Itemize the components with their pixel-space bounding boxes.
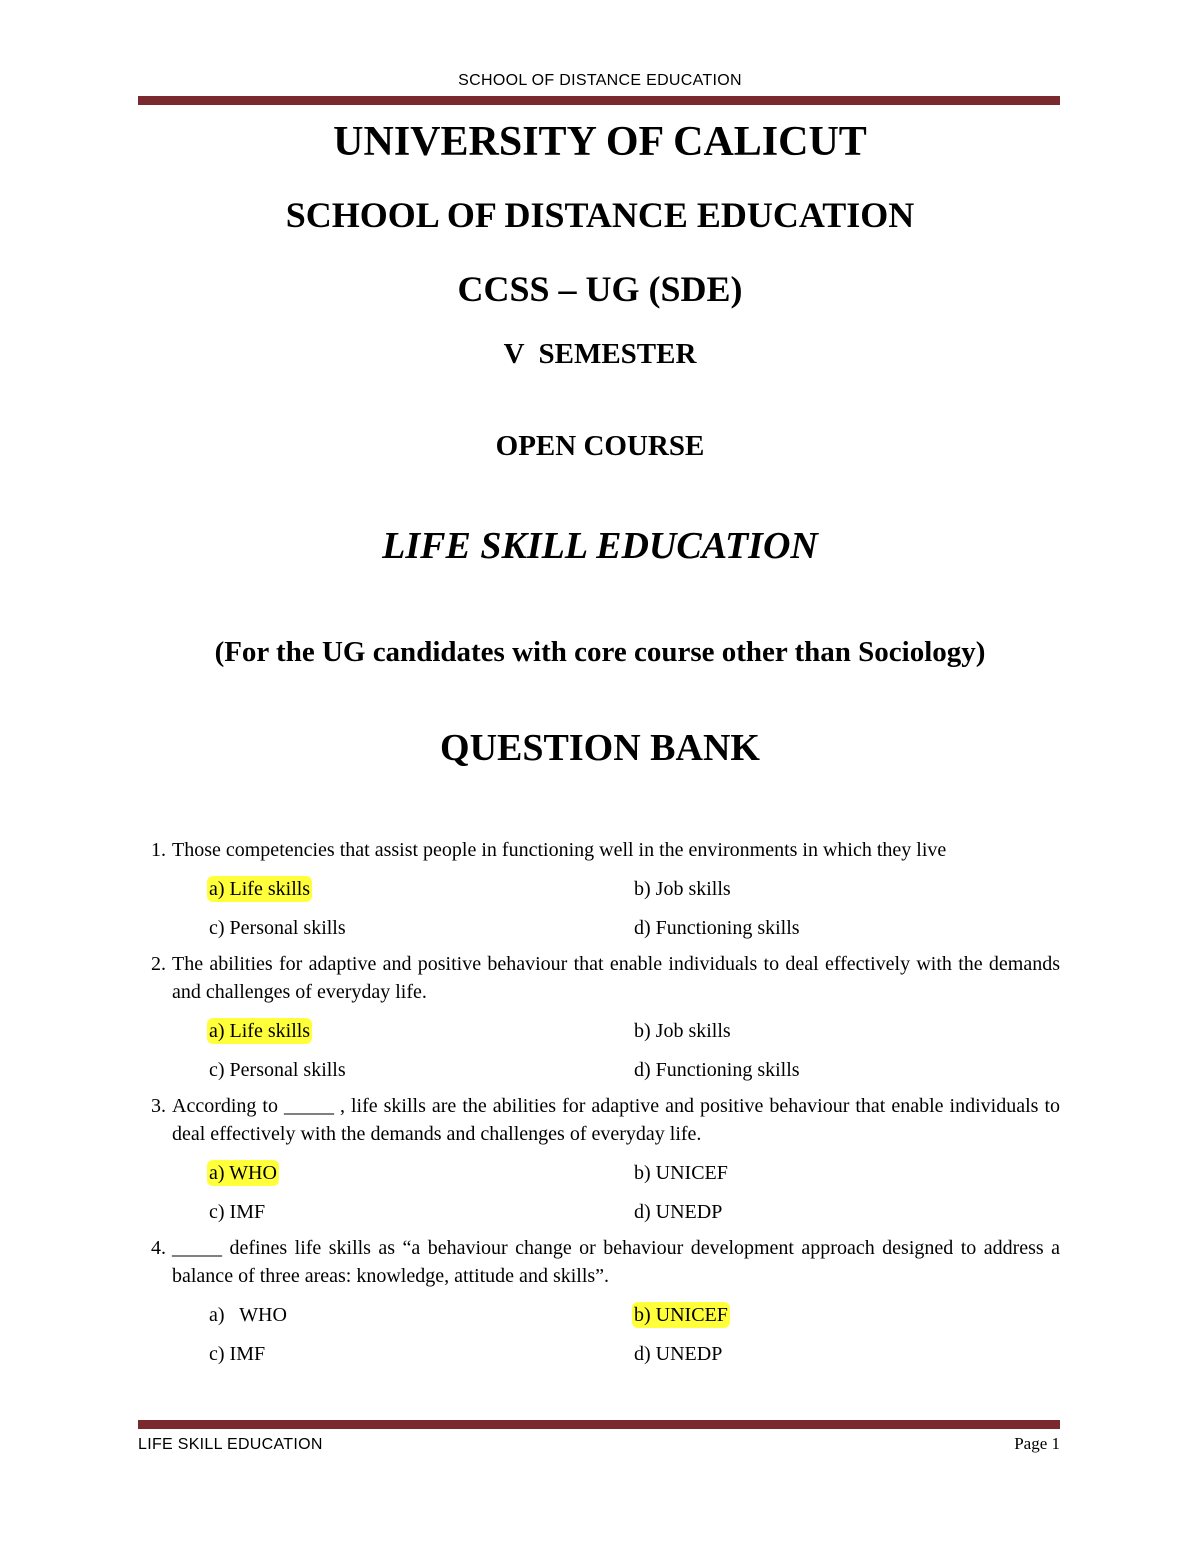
option-c: c) IMF: [209, 1343, 266, 1365]
option-a: [207, 1012, 632, 1051]
header-rule: [138, 96, 1060, 105]
running-footer: [138, 1434, 1060, 1454]
option-b: [632, 1296, 1032, 1335]
candidates-note: (For the UG candidates with core course other than Sociology): [214, 636, 986, 668]
question-list: [138, 836, 1060, 1374]
question-text: The abilities for adaptive and positive behaviour that enable individuals to deal effectively with the demands and challenges of everyday life.: [172, 953, 1060, 1003]
program-title: CCSS – UG (SDE): [457, 269, 743, 309]
question-item: [138, 950, 1060, 1090]
answer-highlight: a) Life skills: [209, 1020, 311, 1042]
option-d: d) Functioning skills: [634, 917, 800, 939]
option-a: a) WHO: [209, 1304, 287, 1326]
option-c: c) Personal skills: [209, 917, 346, 939]
answer-highlight: b) UNICEF: [634, 1304, 728, 1326]
option-d: d) UNEDP: [634, 1343, 723, 1365]
footer-rule: [138, 1420, 1060, 1429]
course-type-title: OPEN COURSE: [495, 430, 705, 462]
question-number: 4.: [151, 1237, 166, 1259]
school-title: SCHOOL OF DISTANCE EDUCATION: [285, 195, 915, 235]
question-bank-heading: QUESTION BANK: [440, 727, 760, 769]
question-item: [138, 1234, 1060, 1374]
page-number: Page 1: [1014, 1434, 1060, 1453]
question-item: [138, 1092, 1060, 1232]
question-number: 1.: [151, 839, 166, 861]
option-c: c) IMF: [209, 1201, 266, 1223]
answer-highlight: a) WHO: [209, 1162, 277, 1184]
option-c: c) Personal skills: [209, 1059, 346, 1081]
footer-title: LIFE SKILL EDUCATION: [138, 1436, 323, 1453]
university-title: UNIVERSITY OF CALICUT: [333, 119, 867, 165]
question-text: According to _____ , life skills are the abilities for adaptive and positive behaviour that enable individuals to deal effectively with the demands and challenges of everyday life.: [172, 1095, 1060, 1145]
option-b: b) Job skills: [634, 878, 731, 900]
semester-title: V SEMESTER: [503, 338, 697, 370]
subject-title: LIFE SKILL EDUCATION: [382, 525, 818, 567]
option-d: d) Functioning skills: [634, 1059, 800, 1081]
answer-highlight: a) Life skills: [209, 878, 311, 900]
option-a: [207, 1154, 632, 1193]
question-item: [138, 836, 1060, 948]
question-number: 2.: [151, 953, 166, 975]
option-b: b) UNICEF: [634, 1162, 728, 1184]
question-number: 3.: [151, 1095, 166, 1117]
option-d: d) UNEDP: [634, 1201, 723, 1223]
question-text: _____ defines life skills as “a behaviour change or behaviour development approach designed to address a balance of three areas: knowledge, attitude and skills”.: [172, 1237, 1060, 1287]
option-b: b) Job skills: [634, 1020, 731, 1042]
option-a: [207, 870, 632, 909]
question-text: Those competencies that assist people in functioning well in the environments in which they live: [172, 839, 947, 861]
running-header: SCHOOL OF DISTANCE EDUCATION: [458, 72, 742, 89]
